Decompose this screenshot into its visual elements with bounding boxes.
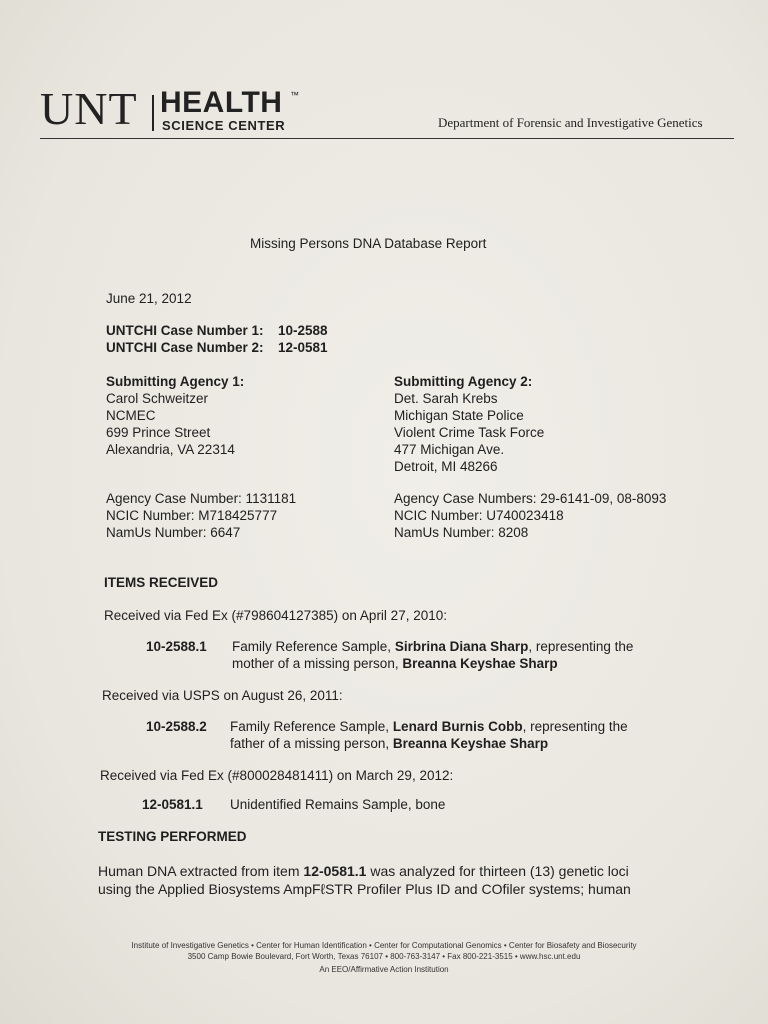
- item-2-donor-name: Lenard Burnis Cobb: [392, 719, 523, 734]
- case-number-2-value: 12-0581: [278, 340, 328, 355]
- testing-line-2: using the Applied Biosystems AmpFℓSTR Profiler Plus ID and COfiler systems; human: [98, 881, 631, 897]
- testing-text-end: was analyzed for thirteen (13) genetic loci: [366, 863, 629, 879]
- agency-1-ncic-number: NCIC Number: M718425777: [106, 508, 278, 523]
- report-title: Missing Persons DNA Database Report: [250, 236, 487, 251]
- item-3-description: Unidentified Remains Sample, bone: [230, 797, 446, 812]
- agency-1-line: 699 Prince Street: [106, 425, 211, 440]
- footer-centers: Institute of Investigative Genetics • Center for Human Identification • Center for Computational Genomics • Center for Biosafety and Biosecurity: [131, 941, 637, 950]
- item-2-description-line-2: [230, 735, 548, 752]
- logo-divider: [152, 95, 154, 131]
- testing-text: Human DNA extracted from item: [98, 863, 304, 879]
- received-line-2: Received via USPS on August 26, 2011:: [102, 688, 343, 703]
- item-2-description: [230, 718, 628, 735]
- footer-eeo: An EEO/Affirmative Action Institution: [319, 965, 449, 974]
- agency-2-line: Michigan State Police: [394, 408, 524, 423]
- agency-2-block: [394, 373, 544, 475]
- case-number-1-value: 10-2588: [278, 323, 328, 338]
- item-1-donor-name: Sirbrina Diana Sharp: [394, 639, 529, 654]
- item-1-id: 10-2588.1: [146, 639, 207, 654]
- item-1-description-line-2: [232, 655, 558, 672]
- case-number-1-label: UNTCHI Case Number 1:: [106, 323, 264, 338]
- agency-1-line: NCMEC: [106, 408, 156, 423]
- item-1-missing-person: Breanna Keyshae Sharp: [402, 656, 558, 671]
- item-3-id: 12-0581.1: [142, 797, 203, 812]
- agency-1-heading: Submitting Agency 1:: [106, 374, 245, 389]
- testing-item-id: 12-0581.1: [303, 863, 367, 879]
- agency-1-block: [106, 373, 244, 458]
- agency-2-line: Det. Sarah Krebs: [394, 391, 498, 406]
- received-line-3: Received via Fed Ex (#800028481411) on March 29, 2012:: [100, 768, 454, 783]
- agency-2-namus-number: NamUs Number: 8208: [394, 525, 529, 540]
- received-line-1: Received via Fed Ex (#798604127385) on April 27, 2010:: [104, 608, 447, 623]
- agency-1-line: Carol Schweitzer: [106, 391, 209, 406]
- item-2-relation: father of a missing person,: [230, 736, 393, 751]
- agency-2-line: Detroit, MI 48266: [394, 459, 498, 474]
- testing-line-1: [98, 863, 629, 880]
- department-name: Department of Forensic and Investigative Genetics: [438, 115, 703, 130]
- testing-performed-heading: TESTING PERFORMED: [98, 829, 247, 844]
- agency-1-line: Alexandria, VA 22314: [106, 442, 235, 457]
- agency-2-ncic-number: NCIC Number: U740023418: [394, 508, 564, 523]
- case-number-2-label: UNTCHI Case Number 2:: [106, 340, 264, 355]
- footer-address: 3500 Camp Bowie Boulevard, Fort Worth, Texas 76107 • 800-763-3147 • Fax 800-221-3515 • www.hsc.unt.edu: [187, 952, 581, 961]
- item-1-relation: mother of a missing person,: [232, 656, 403, 671]
- item-2-id: 10-2588.2: [146, 719, 207, 734]
- item-1-text: Family Reference Sample,: [232, 639, 395, 654]
- logo-science-center: SCIENCE CENTER: [162, 118, 286, 133]
- agency-1-namus-number: NamUs Number: 6647: [106, 525, 241, 540]
- logo-health-text: HEALTH: [160, 86, 283, 119]
- item-2-missing-person: Breanna Keyshae Sharp: [392, 736, 549, 751]
- logo-trademark: ™: [290, 90, 299, 100]
- agency-2-case-numbers: Agency Case Numbers: 29-6141-09, 08-8093: [394, 491, 667, 506]
- item-1-text-end: , representing the: [528, 639, 634, 654]
- report-date: June 21, 2012: [106, 291, 192, 306]
- agency-2-numbers: [394, 490, 666, 541]
- agency-2-line: Violent Crime Task Force: [394, 425, 545, 440]
- item-1-description: [232, 638, 633, 655]
- logo-unt-text: UNT: [40, 83, 138, 134]
- item-2-text-end: , representing the: [522, 719, 628, 734]
- agency-2-heading: Submitting Agency 2:: [394, 374, 533, 389]
- agency-2-line: 477 Michigan Ave.: [394, 442, 505, 457]
- item-2-text: Family Reference Sample,: [230, 719, 393, 734]
- agency-1-numbers: [106, 490, 296, 541]
- letterhead-rule: [40, 138, 734, 139]
- items-received-heading: ITEMS RECEIVED: [104, 575, 219, 590]
- agency-1-case-number: Agency Case Number: 1131181: [106, 491, 297, 506]
